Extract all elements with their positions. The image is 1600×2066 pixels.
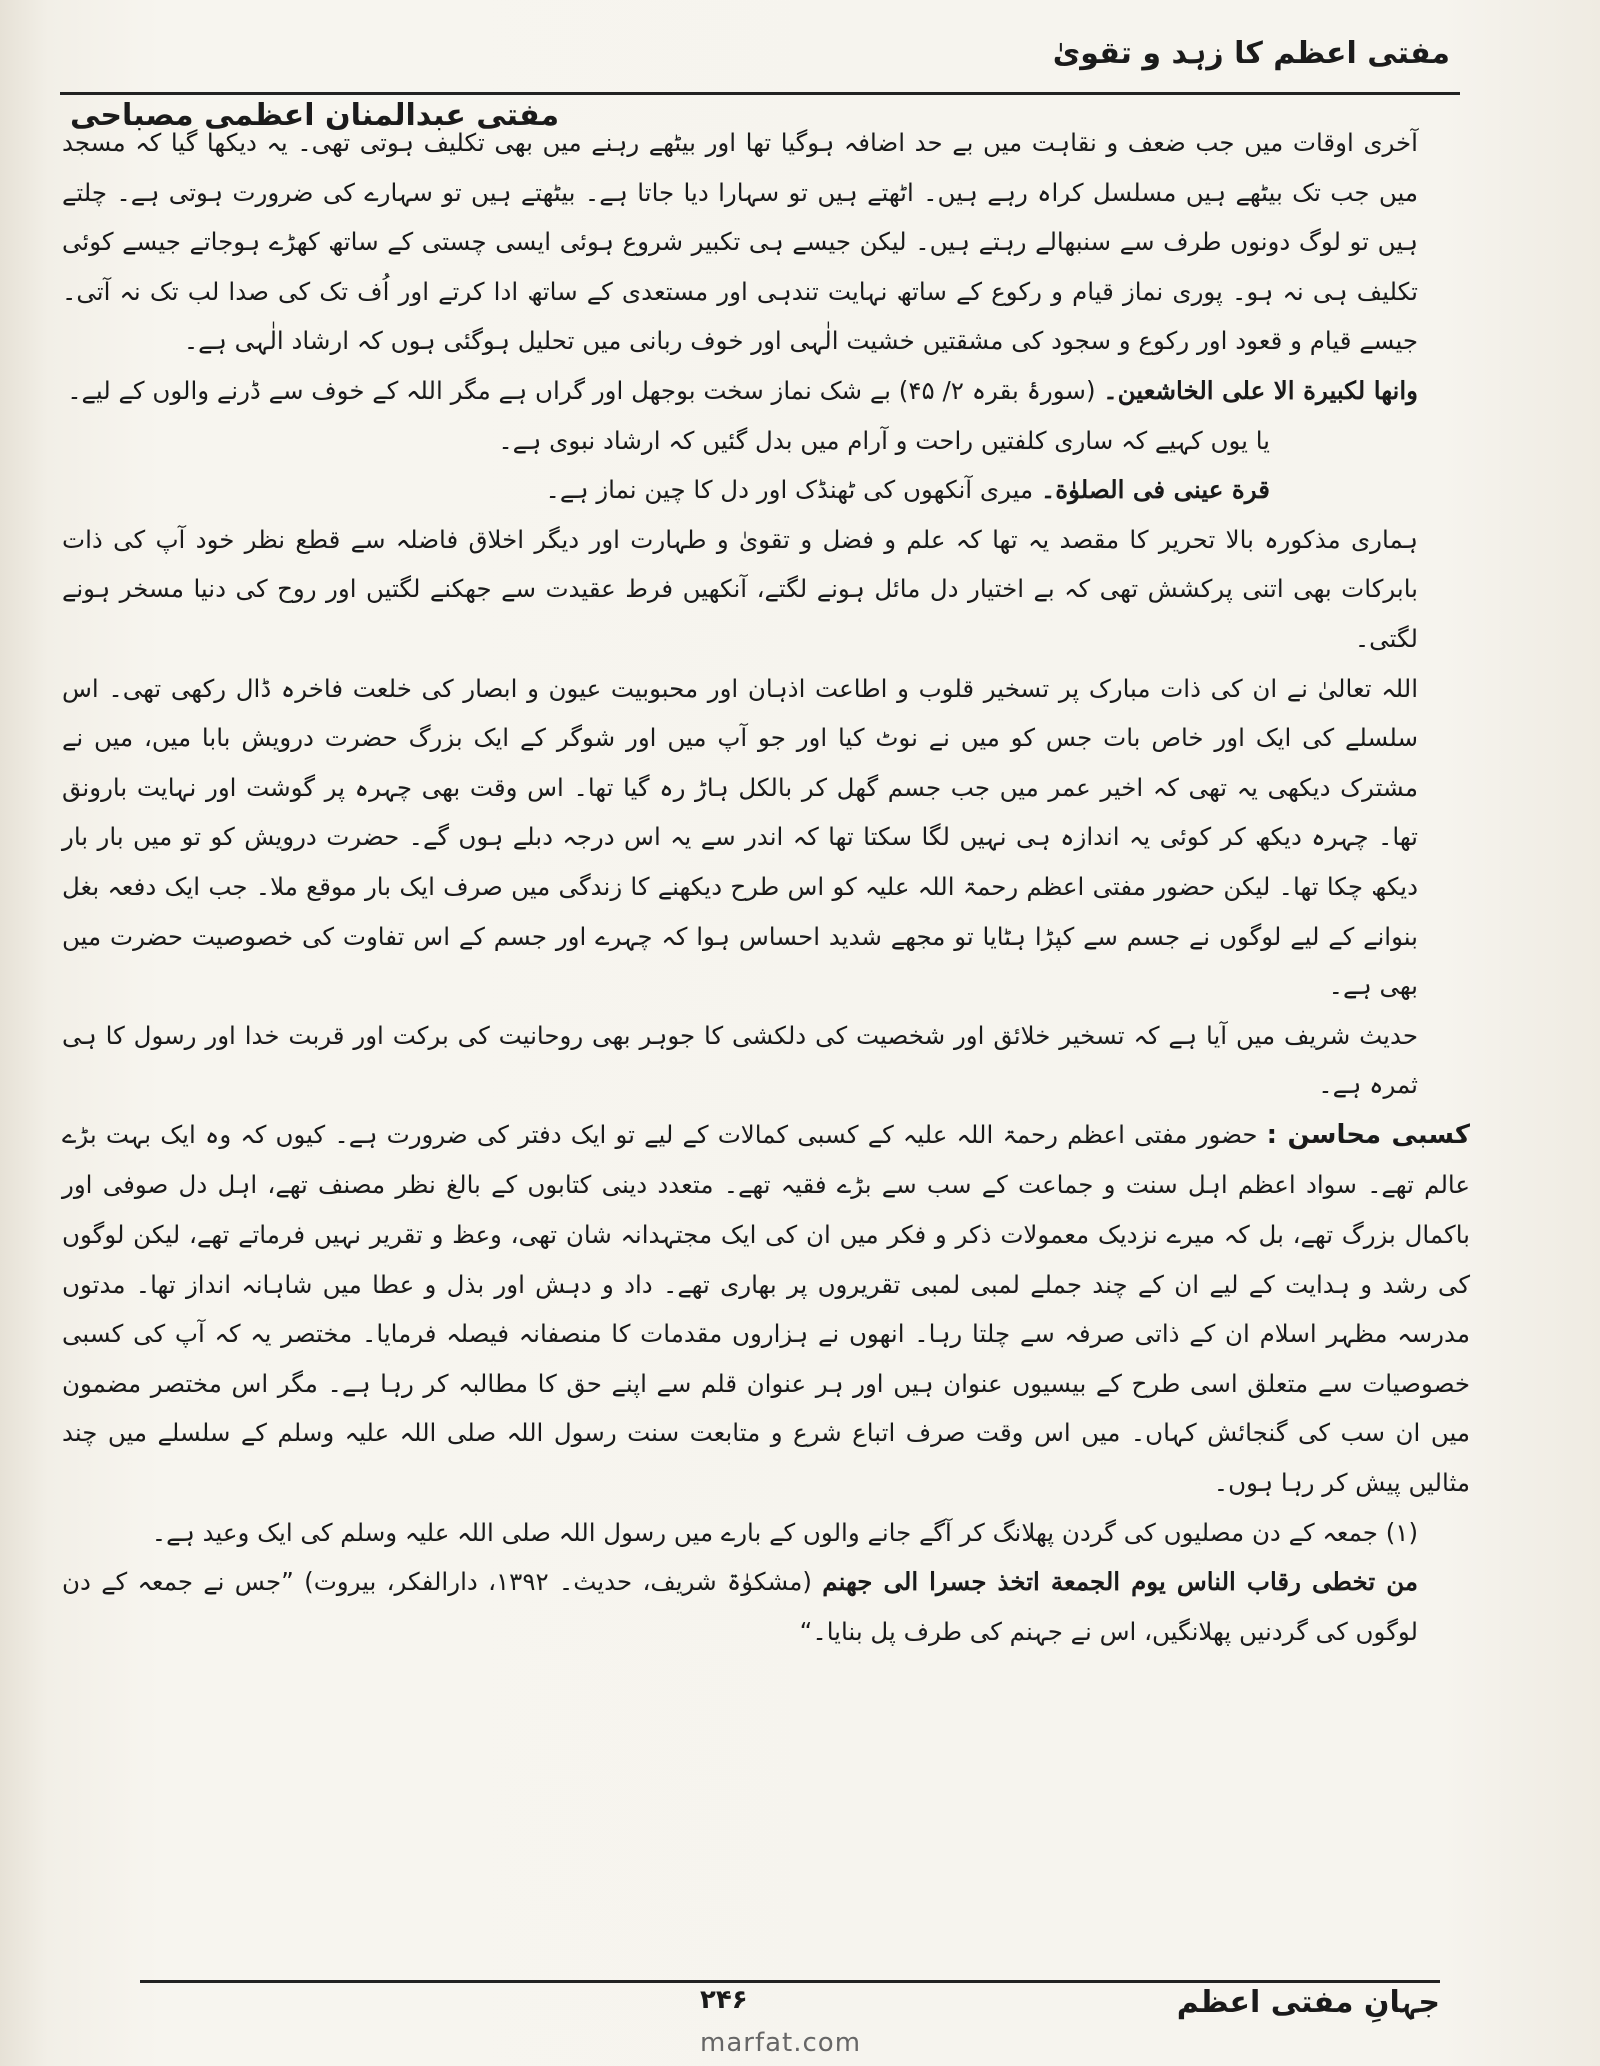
article-title: مفتی اعظم کا زہد و تقویٰ: [1052, 36, 1450, 71]
section-text: حضور مفتی اعظم رحمۃ اللہ علیہ کے کسبی کمالات کے لیے تو ایک دفتر کی ضرورت ہے۔ کیوں کہ وہ ایک بہت بڑے عالم تھے۔ سواد اعظم اہل سنت و جماعت کے سب سے بڑے فقیہ تھے۔ متعدد دینی کتابوں کے بالغ نظر مصنف تھے، اہل دل صوفی اور باکمال بزرگ تھے، بل کہ میرے نزدیک معمولات ذکر و فکر میں ان کی ایک مجتہدانہ شان تھی، وعظ و تقریر نہیں فرماتے تھے، لیکن لوگوں کی رشد و ہدایت کے لیے ان کے چند جملے لمبی لمبی تقریروں پر بھاری تھے۔ داد و دہش اور بذل و عطا میں شاہانہ انداز تھا۔ مدتوں مدرسہ مظہر اسلام ان کے ذاتی صرفہ سے چلتا رہا۔ انھوں نے ہزاروں مقدمات کا منصفانہ فیصلہ فرمایا۔ مختصر یہ کہ آپ کی کسبی خصوصیات سے متعلق اسی طرح کے بیسیوں عنوان ہیں اور ہر عنوان قلم سے اپنے حق کا مطالبہ کر رہا ہے۔ مگر اس مختصر مضمون میں ان سب کی گنجائش کہاں۔ میں اس وقت صرف اتباع شرع و متابعت سنت رسول اللہ صلی اللہ علیہ وسلم کے سلسلے میں چند مثالیں پیش کر رہا ہوں۔: [62, 1119, 1470, 1498]
page-footer: [140, 1985, 1440, 2025]
quran-quote: [62, 366, 1470, 416]
hadith-translation: ”جس نے جمعہ کے دن لوگوں کی گردنیں پھلانگیں، اس نے جہنم کی طرف پل بنایا۔“: [62, 1567, 1418, 1646]
footer-rule: [140, 1980, 1440, 1983]
page-header: [70, 28, 1450, 133]
verse-reference: (سورۂ بقرہ ۲/ ۴۵): [898, 375, 1096, 405]
hadith-quote: [62, 1557, 1470, 1656]
numbered-point: (۱) جمعہ کے دن مصلیوں کی گردن پھلانگ کر آگے جانے والوں کے بارے میں رسول اللہ صلی اللہ علیہ وسلم کی ایک وعید ہے۔: [151, 1517, 1418, 1547]
hadith-reference: (مشکوٰۃ شریف، حدیث۔ ۱۳۹۲، دارالفکر، بیروت): [304, 1567, 812, 1597]
arabic-verse: وانها لکبیرة الا علی الخاشعین۔: [1103, 375, 1418, 405]
verse-translation: بے شک نماز سخت بوجھل اور گراں ہے مگر اللہ کے خوف سے ڈرنے والوں کے لیے۔: [67, 375, 891, 405]
watermark: marfat.com: [700, 2028, 862, 2058]
magazine-name: جہانِ مفتی اعظم: [1176, 1985, 1440, 2020]
paragraph: آخری اوقات میں جب ضعف و نقاہت میں بے حد اضافہ ہوگیا تھا اور بیٹھے رہنے میں بھی تکلیف ہوتی تھی۔ یہ دیکھا گیا کہ مسجد میں جب تک بیٹھے ہیں مسلسل کراہ رہے ہیں۔ اٹھتے ہیں تو سہارا دیا جاتا ہے۔ بیٹھتے ہیں تو سہارے کی ضرورت ہوتی ہے۔ چلتے ہیں تو لوگ دونوں طرف سے سنبھالے رہتے ہیں۔ لیکن جیسے ہی تکبیر شروع ہوئی ایسی چستی کے ساتھ کھڑے ہوجاتے جیسے کوئی تکلیف ہی نہ ہو۔ پوری نماز قیام و رکوع کے ساتھ نہایت تندہی اور مستعدی کے ساتھ ادا کرتے اور اُف تک کی صدا لب تک نہ آتی۔ جیسے قیام و قعود اور رکوع و سجود کی مشقتیں خشیت الٰہی اور خوف ربانی میں تحلیل ہوگئی ہوں کہ ارشاد الٰہی ہے۔: [62, 128, 1418, 356]
paragraph: اللہ تعالیٰ نے ان کی ذات مبارک پر تسخیر قلوب و اطاعت اذہان اور محبوبیت عیون و ابصار کی خلعت فاخرہ ڈال رکھی تھی۔ اس سلسلے کی ایک اور خاص بات جس کو میں نے نوٹ کیا اور جو آپ میں اور شوگر کے ایک بزرگ حضرت درویش بابا میں، میں نے مشترک دیکھی یہ تھی کہ اخیر عمر میں جب جسم گھل کر بالکل ہاڑ رہ گیا تھا۔ اس وقت بھی چہرہ پر گوشت اور نہایت بارونق تھا۔ چہرہ دیکھ کر کوئی یہ اندازہ ہی نہیں لگا سکتا تھا کہ اندر سے یہ اس درجہ دبلے ہوں گے۔ حضرت درویش کو تو میں بار بار دیکھ چکا تھا۔ لیکن حضور مفتی اعظم رحمۃ اللہ علیہ کو اس طرح دیکھنے کا زندگی میں صرف ایک بار موقع ملا۔ جب ایک دفعہ بغل بنوانے کے لیے لوگوں نے جسم سے کپڑا ہٹایا تو مجھے شدید احساس ہوا کہ چہرے اور جسم کے اس تفاوت کی خصوصیت حضرت میں بھی ہے۔: [62, 673, 1418, 1001]
section-heading: کسبی محاسن :: [1266, 1119, 1470, 1150]
header-rule: [60, 92, 1460, 95]
arabic-hadith: قرة عینی فی الصلوٰة۔: [1040, 475, 1270, 505]
article-body: [62, 118, 1470, 1656]
hadith-translation: میری آنکھوں کی ٹھنڈک اور دل کا چین نماز ہے۔: [545, 475, 1034, 505]
paragraph: ہماری مذکورہ بالا تحریر کا مقصد یہ تھا کہ علم و فضل و تقویٰ و طہارت اور دیگر اخلاق فاضلہ سے قطع نظر خود آپ کی ذات بابرکات بھی اتنی پرکشش تھی کہ بے اختیار دل مائل ہونے لگتے، آنکھیں فرط عقیدت سے جھکنے لگتیں اور روح کی دنیا مسخر ہونے لگتی۔: [62, 524, 1418, 653]
paragraph: یا یوں کہیے کہ ساری کلفتیں راحت و آرام میں بدل گئیں کہ ارشاد نبوی ہے۔: [498, 425, 1270, 455]
paragraph: حدیث شریف میں آیا ہے کہ تسخیر خلائق اور شخصیت کی دلکشی کا جوہر بھی روحانیت کی برکت اور قربت خدا اور رسول کا ہی ثمرہ ہے۔: [62, 1020, 1418, 1100]
arabic-hadith: من تخطی رقاب الناس یوم الجمعة اتخذ جسرا الی جهنم: [822, 1567, 1418, 1597]
hadith-quote: [62, 465, 1470, 515]
section-paragraph: [62, 1110, 1470, 1508]
page-number: ۲۴۶: [700, 1985, 748, 2015]
author-name: مفتی عبدالمنان اعظمی مصباحی: [70, 98, 560, 133]
